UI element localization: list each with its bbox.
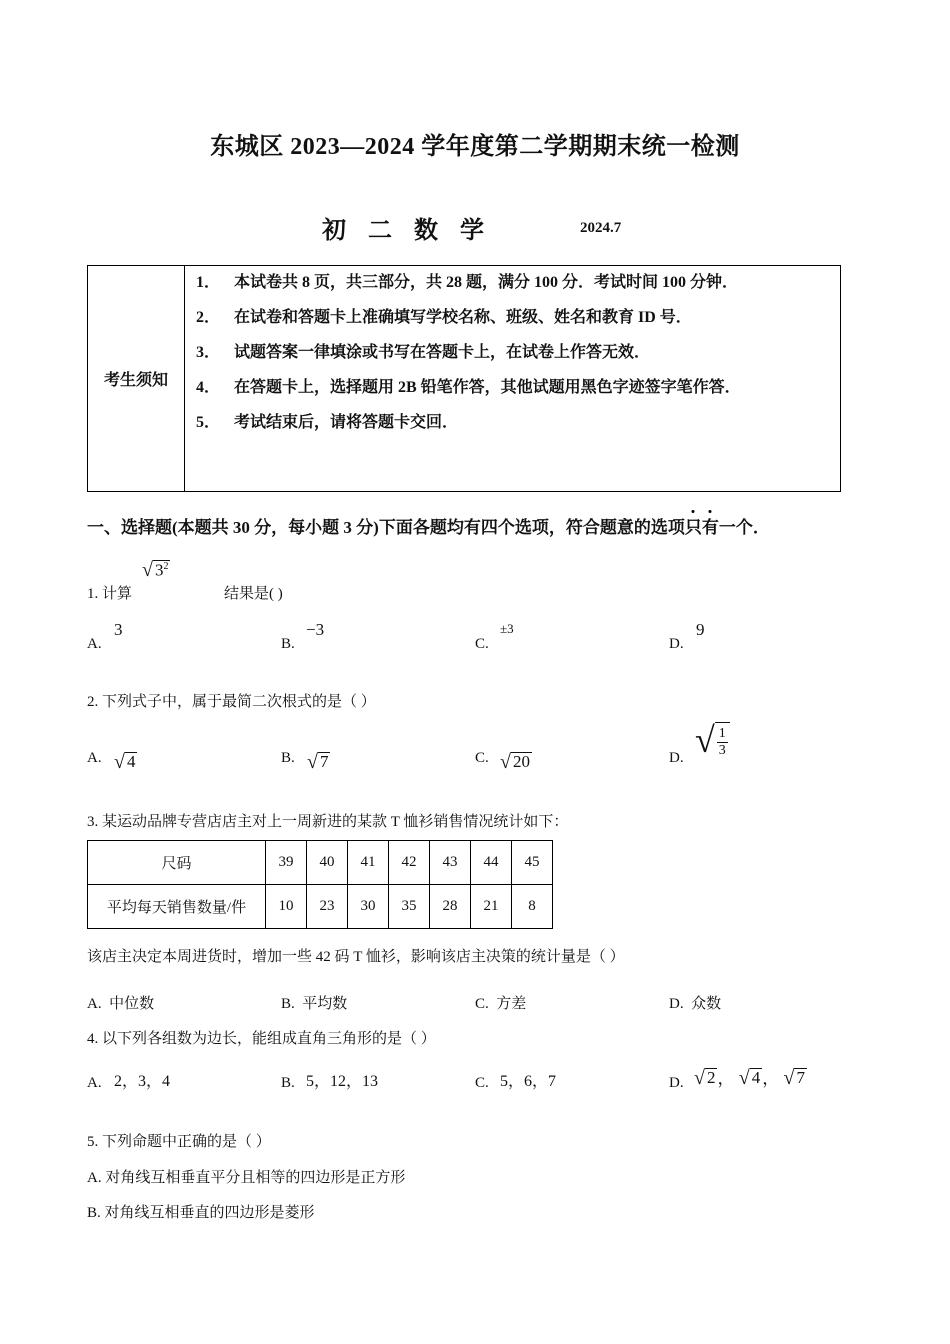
table-cell: 28 [430,885,471,929]
q2-option-c-value: √ 20 [500,751,530,773]
exam-title: 东城区 2023—2024 学年度第二学期期末统一检测 [210,134,740,160]
q1-option-d: D. [669,636,684,652]
table-cell: 43 [430,841,471,885]
q4-option-d-value: √ 2 ， √ 4 ， √ 7 [694,1067,805,1089]
q4-option-b-value: 5，12，13 [306,1073,379,1090]
question-5: 5. 下列命题中正确的是（ ） [87,1134,271,1150]
q4-option-c: C. [475,1075,489,1091]
table-header-cell: 平均每天销售数量/件 [88,885,266,929]
notice-item: 4． 在答题卡上，选择题用 2B 铅笔作答，其他试题用黑色字迹签字笔作答． [196,379,741,396]
q3-option-d: D. 众数 [669,996,722,1012]
question-1: 1. 计算 [87,586,133,602]
q1-expression: √ $3^2$ [142,559,169,582]
notice-label: 考生须知 [88,266,185,491]
question-3: 3. 某运动品牌专营店店主对上一周新进的某款 T 恤衫销售情况统计如下： [87,814,569,830]
table-cell: 44 [471,841,512,885]
table-cell: 23 [307,885,348,929]
q3-option-b: B. 平均数 [281,996,348,1012]
q1-option-d-value: 9 [696,620,705,639]
table-cell: 21 [471,885,512,929]
table-cell: 41 [348,841,389,885]
q2-option-d-value: √ $\frac{1}{3}$ [695,722,730,758]
table-cell: 8 [512,885,553,929]
q2-option-a: A. [87,750,102,766]
table-cell: 10 [266,885,307,929]
q4-option-b: B. [281,1075,295,1091]
q1-option-b: B. [281,636,295,652]
notice-box [87,265,841,492]
q1-tail: 结果是( ) [224,586,283,602]
q3-followup: 该店主决定本周进货时，增加一些 42 码 T 恤衫，影响该店主决策的统计量是（ ） [87,949,625,965]
question-4: 4. 以下列各组数为边长，能组成直角三角形的是（ ） [87,1031,436,1047]
table-cell: 30 [348,885,389,929]
table-row [88,885,553,929]
q2-option-b: B. [281,750,295,766]
q1-option-a-value: 3 [114,620,123,639]
exam-date: 2024.7 [580,220,622,236]
q2-option-a-value: √ 4 [114,751,136,773]
emphasis-char: 有 [701,518,719,537]
table-cell: 40 [307,841,348,885]
notice-list [196,272,816,447]
q1-option-c-value: ±3 [500,621,514,636]
notice-item: 2． 在试卷和答题卡上准确填写学校名称、班级、姓名和教育 ID 号． [196,309,692,326]
notice-item: 1． 本试卷共 8 页，共三部分，共 28 题，满分 100 分．考试时间 100 分钟． [196,274,739,291]
q2-option-c: C. [475,750,489,766]
q4-option-a-value: 2，3，4 [114,1073,171,1090]
q4-option-a: A. [87,1075,102,1091]
section-heading: 一、选择题(本题共 30 分，每小题 3 分)下面各题均有四个选项，符合题意的选项只有一个． [87,518,770,537]
q5-option-a: A. 对角线互相垂直平分且相等的四边形是正方形 [87,1170,406,1186]
q2-option-b-value: √ 7 [307,751,329,773]
sales-table [87,840,553,929]
subject-title: 初 二 数 学 [322,218,492,244]
q3-option-a: A. 中位数 [87,996,155,1012]
emphasis-char: 只 [684,518,702,537]
table-cell: 42 [389,841,430,885]
q4-option-d: D. [669,1075,684,1091]
table-row [88,841,553,885]
q1-option-c: C. [475,636,489,652]
q2-option-d: D. [669,750,684,766]
question-2: 2. 下列式子中，属于最简二次根式的是（ ） [87,694,376,710]
q4-option-c-value: 5，6，7 [500,1073,557,1090]
table-cell: 35 [389,885,430,929]
notice-item: 5． 考试结束后，请将答题卡交回． [196,414,459,431]
notice-item: 3． 试题答案一律填涂或书写在答题卡上，在试卷上作答无效． [196,344,651,361]
table-cell: 45 [512,841,553,885]
table-header-cell: 尺码 [88,841,266,885]
table-cell: 39 [266,841,307,885]
q3-option-c: C. 方差 [475,996,527,1012]
q1-option-a: A. [87,636,102,652]
q1-option-b-value: −3 [306,620,325,639]
q5-option-b: B. 对角线互相垂直的四边形是菱形 [87,1205,315,1221]
